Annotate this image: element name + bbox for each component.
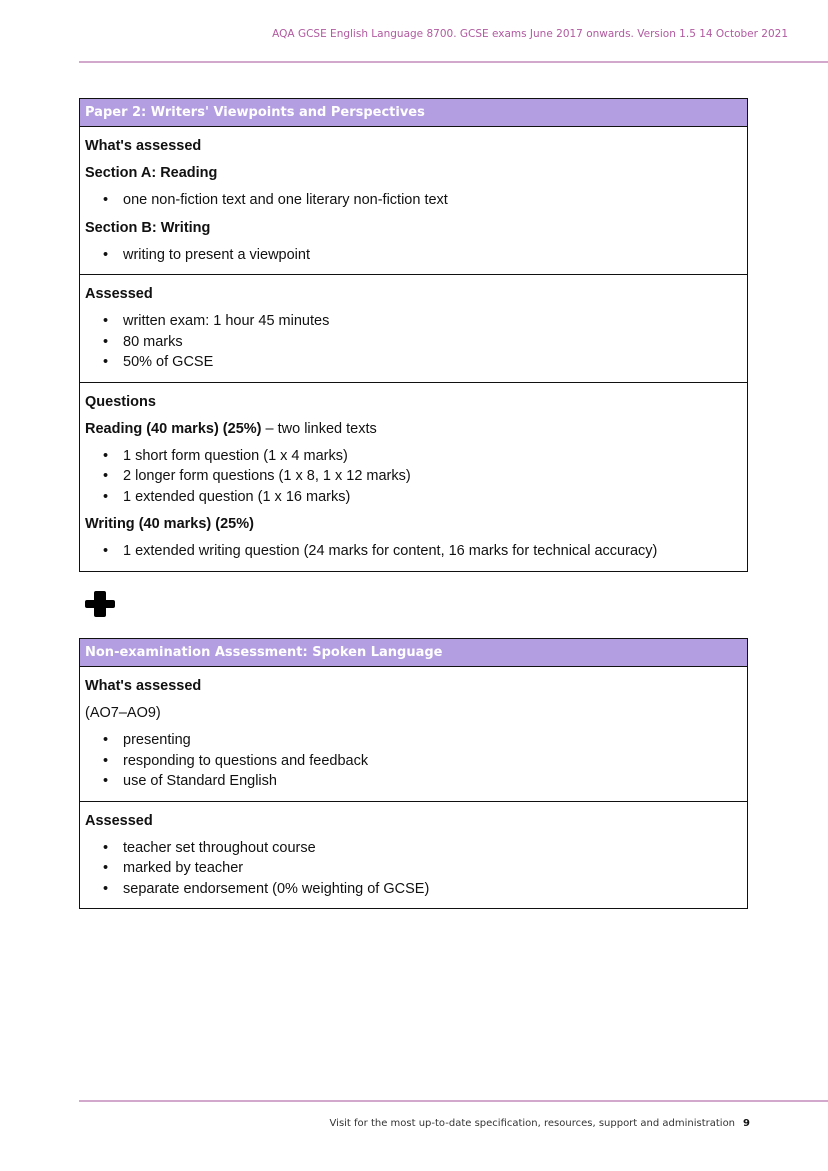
footer-rule — [79, 1100, 828, 1102]
paper-2-assessed — [80, 275, 747, 383]
assessed-list — [85, 311, 742, 373]
nea-title: Non-examination Assessment: Spoken Language — [80, 639, 747, 667]
assessed-heading: Assessed — [85, 286, 153, 302]
list-item: • presenting — [103, 730, 742, 751]
list-item: • separate endorsement (0% weighting of GCSE) — [103, 879, 742, 900]
list-item: • one non-fiction text and one literary non-fiction text — [103, 190, 742, 211]
list-item: • responding to questions and feedback — [103, 751, 742, 772]
nea-box — [79, 638, 748, 909]
reading-line — [85, 419, 742, 439]
list-item: • 80 marks — [103, 332, 742, 353]
reading-heading: Reading (40 marks) (25%) — [85, 420, 262, 437]
list-item: • use of Standard English — [103, 771, 742, 792]
section-b-heading: Section B: Writing — [85, 219, 211, 236]
nea-assessed-heading: Assessed — [85, 812, 153, 829]
list-item: • 2 longer form questions (1 x 8, 1 x 12 marks) — [103, 466, 742, 487]
section-a-heading: Section A: Reading — [85, 165, 218, 181]
list-item: • 50% of GCSE — [103, 352, 742, 373]
whats-assessed-heading: What's assessed — [85, 138, 202, 154]
nea-whats-assessed-list — [85, 730, 742, 792]
nea-whats-assessed — [80, 667, 747, 802]
paper-2-whats-assessed — [80, 127, 747, 275]
writing-list — [85, 541, 742, 562]
reading-suffix: – two linked texts — [261, 420, 377, 437]
header-rule — [79, 61, 828, 63]
paper-2-questions — [80, 383, 747, 571]
nea-assessed-list — [85, 838, 742, 900]
paper-2-box — [79, 98, 748, 572]
list-item: • writing to present a viewpoint — [103, 245, 742, 266]
list-item: • written exam: 1 hour 45 minutes — [103, 311, 742, 332]
list-item: • 1 extended question (1 x 16 marks) — [103, 487, 742, 508]
page-number: 9 — [743, 1118, 750, 1129]
running-footer — [330, 1118, 750, 1129]
nea-whats-assessed-heading: What's assessed — [85, 678, 202, 694]
plus-icon — [85, 589, 115, 619]
footer-text: Visit for the most up-to-date specification, resources, support and administration — [329, 1118, 736, 1129]
paper-2-title: Paper 2: Writers' Viewpoints and Perspectives — [80, 99, 747, 127]
list-item: • 1 short form question (1 x 4 marks) — [103, 446, 742, 467]
list-item: • marked by teacher — [103, 858, 742, 879]
section-a-list — [85, 190, 742, 211]
nea-aos: (AO7–AO9) — [85, 705, 161, 721]
list-item: • teacher set throughout course — [103, 838, 742, 859]
section-b-list — [85, 245, 742, 266]
list-item: • 1 extended writing question (24 marks for content, 16 marks for technical accuracy) — [103, 541, 742, 562]
nea-assessed — [80, 802, 747, 909]
questions-heading: Questions — [85, 393, 156, 410]
reading-list — [85, 446, 742, 508]
running-header: AQA GCSE English Language 8700. GCSE exams June 2017 onwards. Version 1.5 14 October 2021 — [272, 28, 788, 40]
writing-heading: Writing (40 marks) (25%) — [85, 516, 254, 532]
